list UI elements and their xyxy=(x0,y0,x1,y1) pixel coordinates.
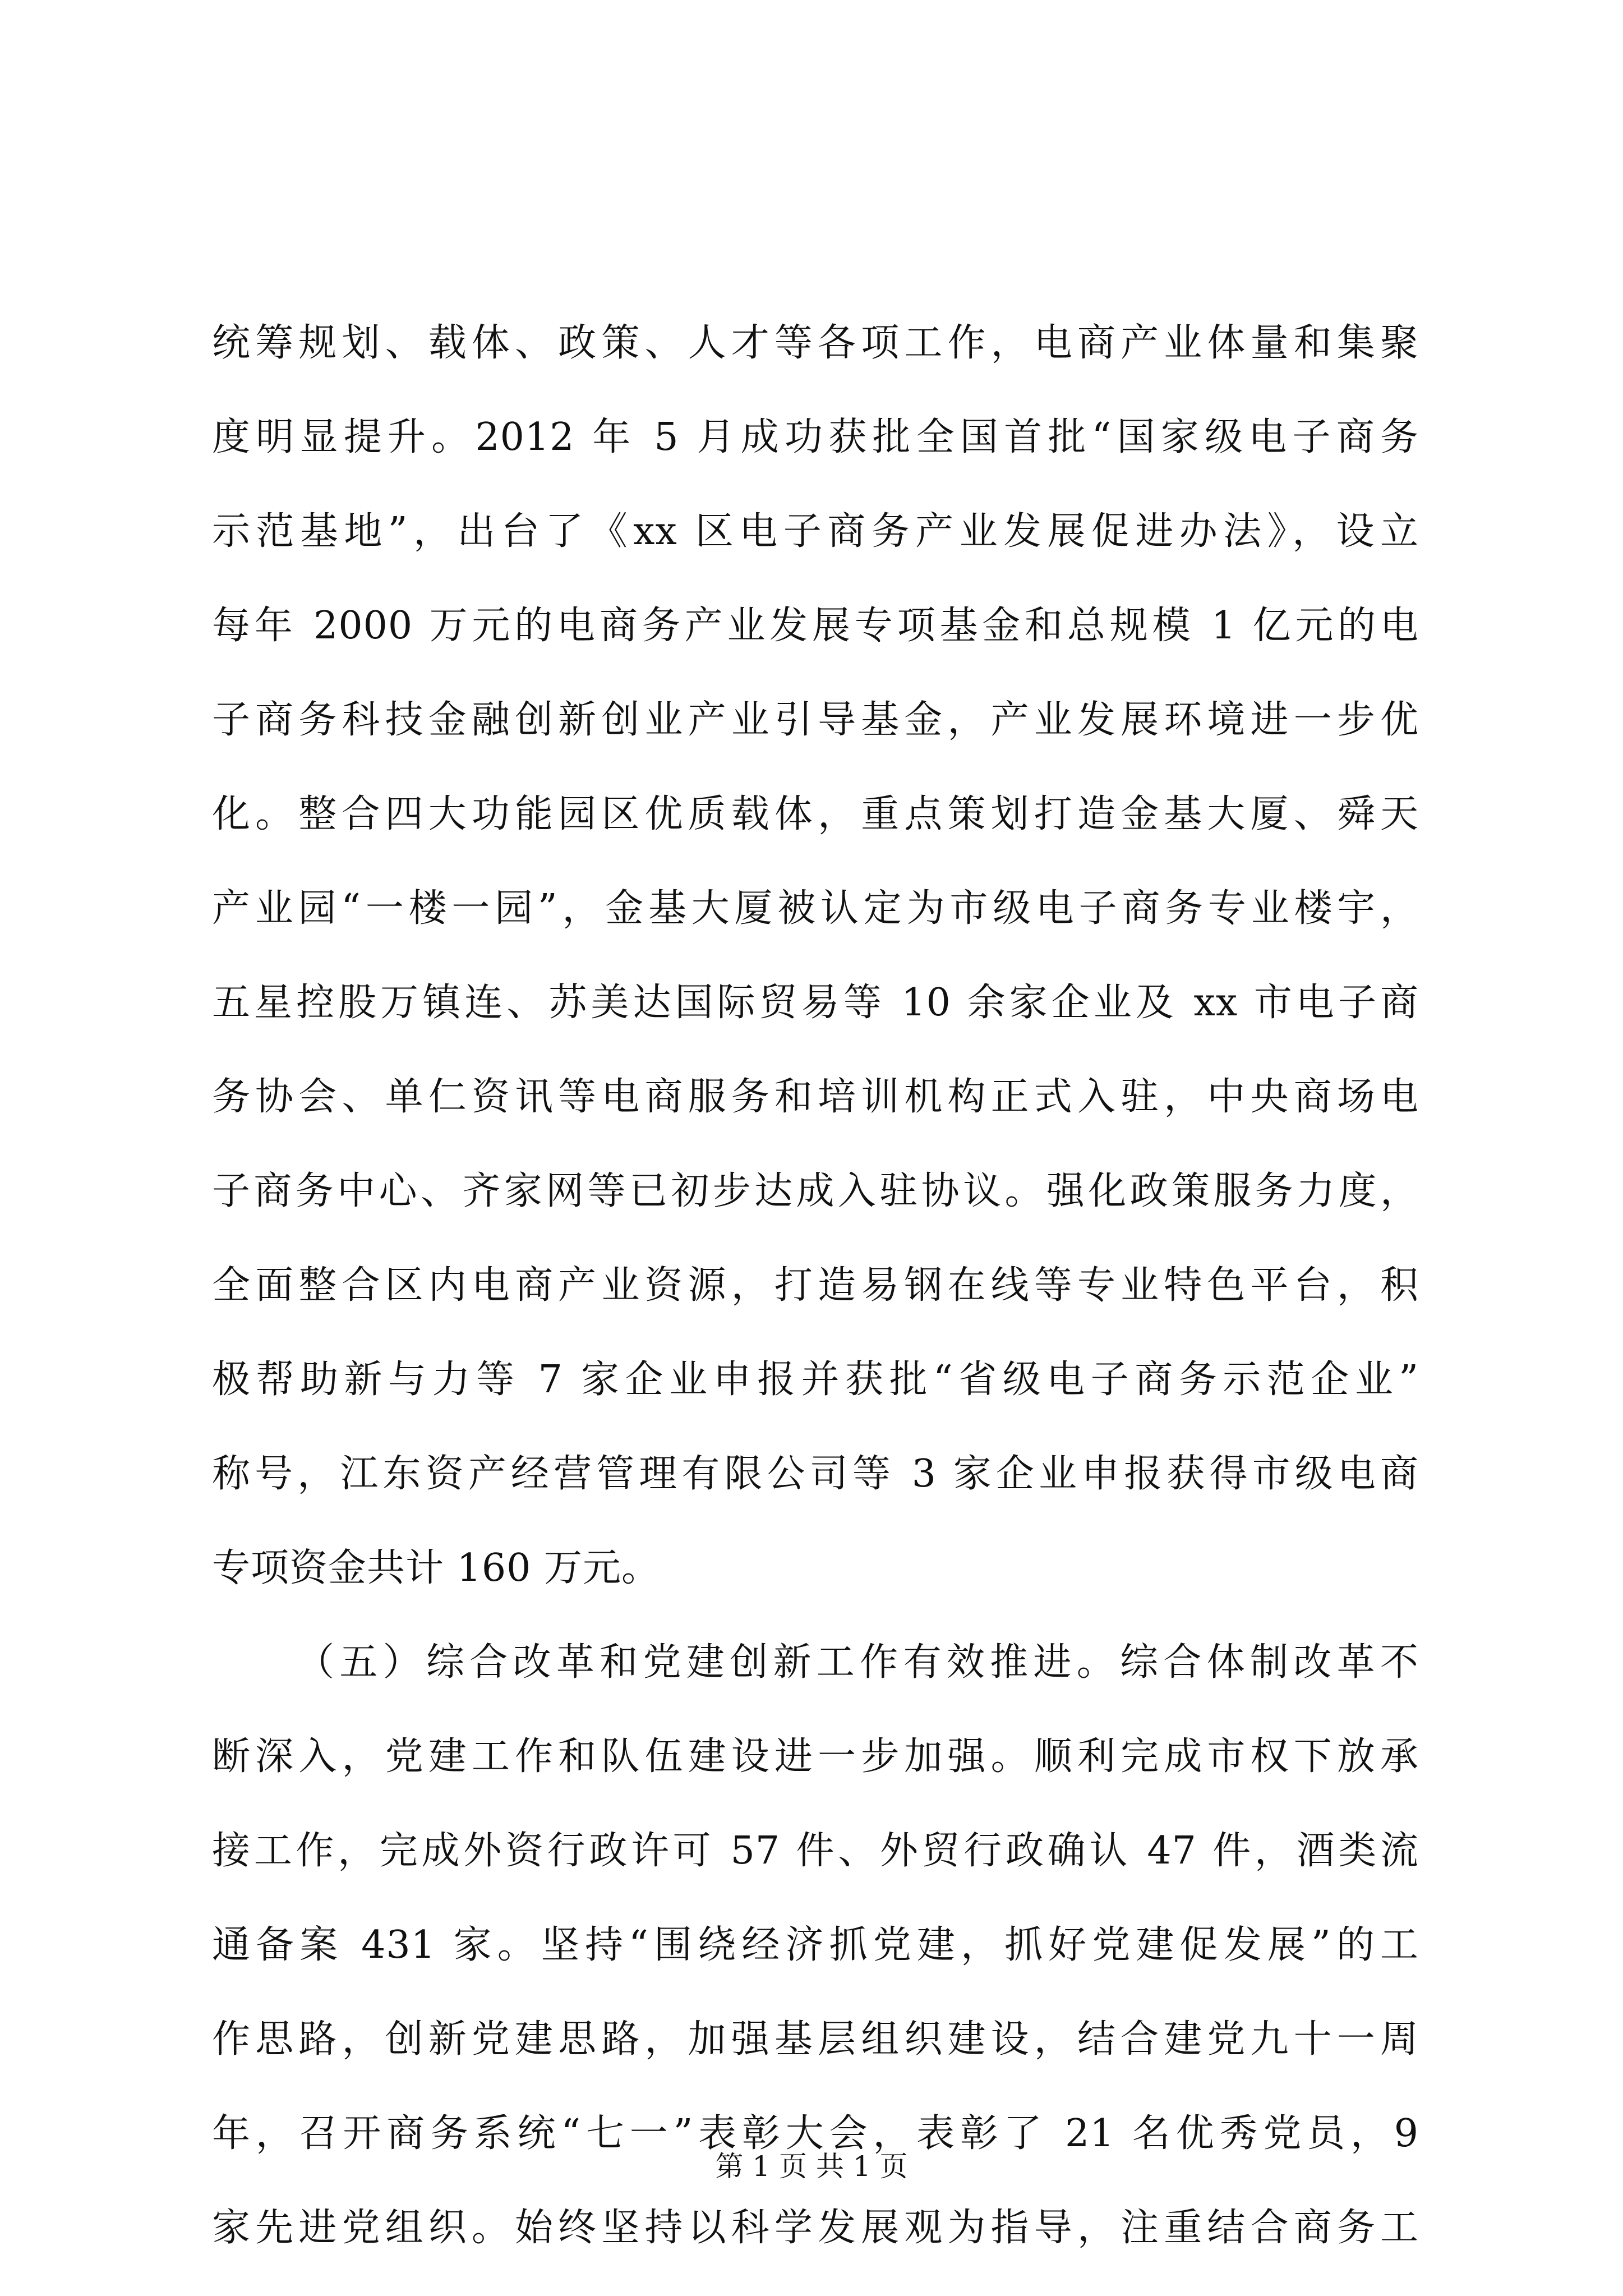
text-line: 务协会、单仁资讯等电商服务和培训机构正式入驻，中央商场电 xyxy=(212,1075,1419,1119)
page-number-footer: 第 1 页 共 1 页 xyxy=(715,2150,908,2183)
text-line: 专项资金共计 160 万元。 xyxy=(212,1546,661,1590)
section-heading-line: （五）综合改革和党建创新工作有效推进。综合体制改革不 xyxy=(296,1640,1419,1685)
text-line: 度明显提升。2012 年 5 月成功获批全国首批“国家级电子商务 xyxy=(212,415,1419,459)
text-line: 子商务科技金融创新创业产业引导基金，产业发展环境进一步优 xyxy=(212,698,1419,742)
text-line: 断深入，党建工作和队伍建设进一步加强。顺利完成市权下放承 xyxy=(212,1734,1419,1779)
text-line: 五星控股万镇连、苏美达国际贸易等 10 余家企业及 xx 市电子商 xyxy=(212,981,1419,1025)
text-line: 作思路，创新党建思路，加强基层组织建设，结合建党九十一周 xyxy=(212,2017,1419,2062)
text-line: 示范基地”，出台了《xx 区电子商务产业发展促进办法》，设立 xyxy=(212,509,1419,554)
text-line: 家先进党组织。始终坚持以科学发展观为指导，注重结合商务工 xyxy=(212,2206,1419,2250)
text-line: 子商务中心、齐家网等已初步达成入驻协议。强化政策服务力度， xyxy=(212,1169,1419,1213)
text-line: 称号，江东资产经营管理有限公司等 3 家企业申报获得市级电商 xyxy=(212,1452,1419,1496)
text-line: 每年 2000 万元的电商务产业发展专项基金和总规模 1 亿元的电 xyxy=(212,604,1419,648)
text-line: 年，召开商务系统“七一”表彰大会，表彰了 21 名优秀党员，9 xyxy=(212,2111,1419,2156)
text-line: 产业园“一楼一园”，金基大厦被认定为市级电子商务专业楼宇， xyxy=(212,886,1419,931)
text-line: 接工作，完成外资行政许可 57 件、外贸行政确认 47 件，酒类流 xyxy=(212,1829,1419,1873)
text-line: 全面整合区内电商产业资源，打造易钢在线等专业特色平台，积 xyxy=(212,1263,1419,1308)
text-line: 化。整合四大功能园区优质载体，重点策划打造金基大厦、舜天 xyxy=(212,792,1419,836)
body-text xyxy=(212,296,1419,2275)
text-line: 通备案 431 家。坚持“围绕经济抓党建，抓好党建促发展”的工 xyxy=(212,1923,1419,1967)
text-line: 统筹规划、载体、政策、人才等各项工作，电商产业体量和集聚 xyxy=(212,321,1419,365)
text-line: 极帮助新与力等 7 家企业申报并获批“省级电子商务示范企业” xyxy=(212,1358,1419,1402)
